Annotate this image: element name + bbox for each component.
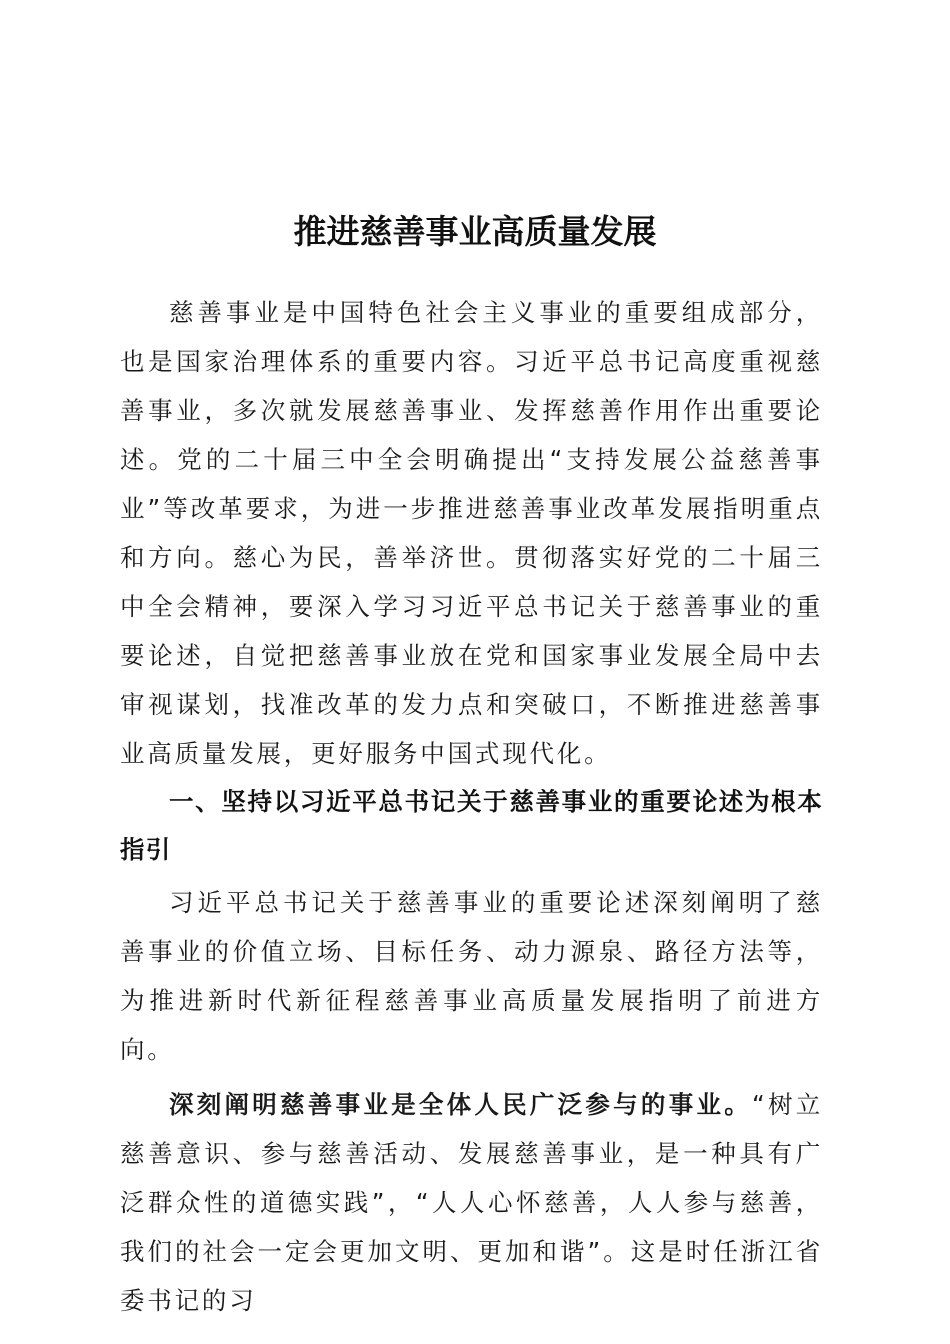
point-paragraph [120, 1080, 823, 1325]
intro-paragraph: 慈善事业是中国特色社会主义事业的重要组成部分，也是国家治理体系的重要内容。习近平总书记高度重视慈善事业，多次就发展慈善事业、发挥慈善作用作出重要论述。党的二十届三中全会明确提出“支持发展公益慈善事业”等改革要求，为进一步推进慈善事业改革发展指明重点和方向。慈心为民，善举济世。贯彻落实好党的二十届三中全会精神，要深入学习习近平总书记关于慈善事业的重要论述，自觉把慈善事业放在党和国家事业发展全局中去审视谋划，找准改革的发力点和突破口，不断推进慈善事业高质量发展，更好服务中国式现代化。 [120, 298, 823, 768]
point-lead: 深刻阐明慈善事业是全体人民广泛参与的事业。 [169, 1090, 752, 1119]
document-body [120, 288, 823, 1325]
section-paragraph: 习近平总书记关于慈善事业的重要论述深刻阐明了慈善事业的价值立场、目标任务、动力源泉、路径方法等，为推进新时代新征程慈善事业高质量发展指明了前进方向。 [120, 888, 823, 1064]
section-heading: 一、坚持以习近平总书记关于慈善事业的重要论述为根本指引 [120, 787, 823, 864]
point-text: “树立慈善意识、参与慈善活动、发展慈善事业，是一种具有广泛群众性的道德实践”，“人人心怀慈善，人人参与慈善，我们的社会一定会更加文明、更加和谐”。这是时任浙江省委书记的习 [120, 1090, 823, 1315]
page-title: 推进慈善事业高质量发展 [293, 212, 657, 252]
